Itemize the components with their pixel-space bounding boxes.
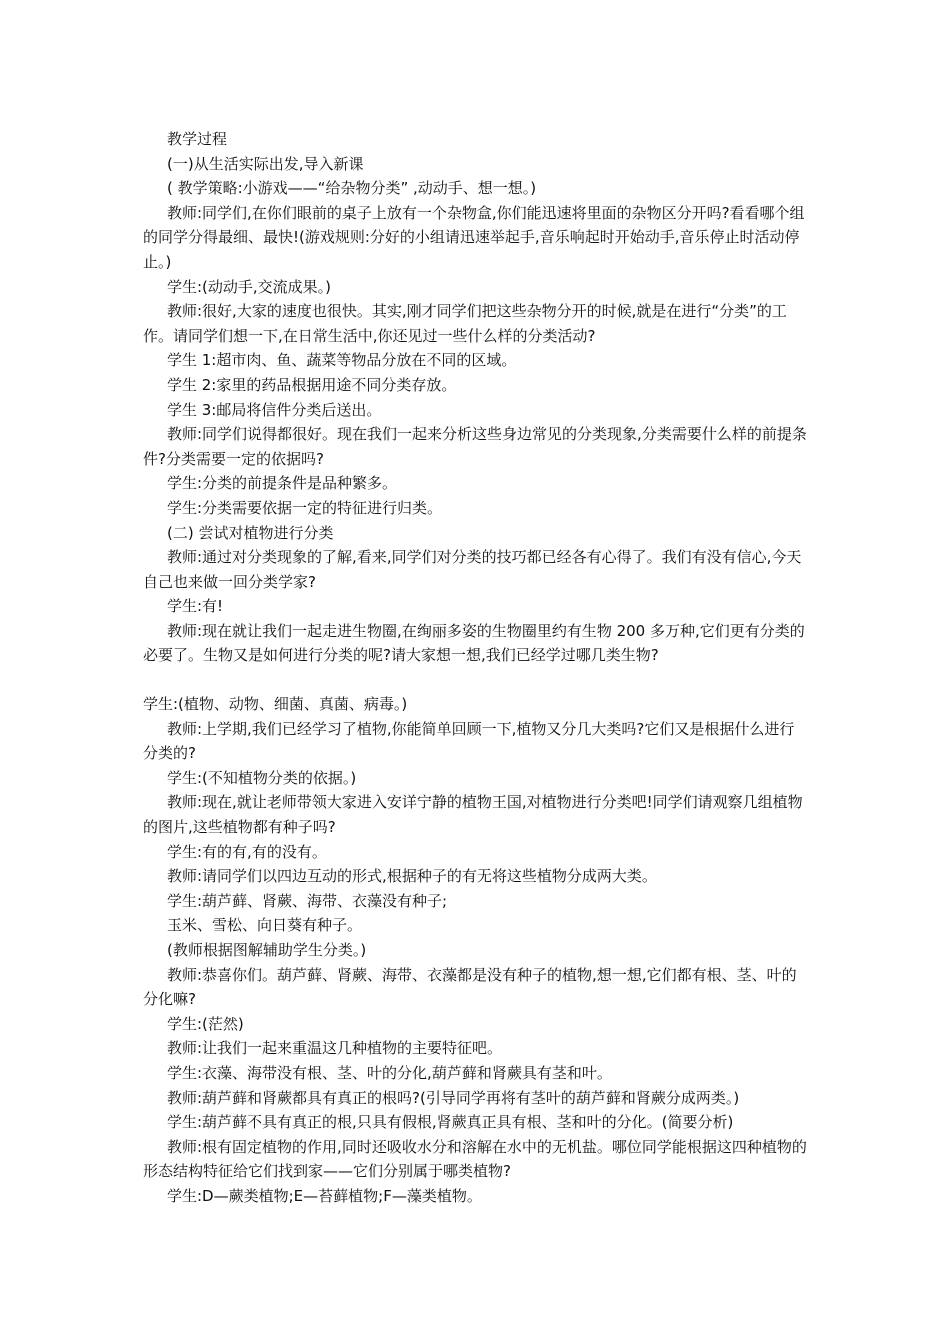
dialogue-student: 学生:(动动手,交流成果。) [167, 277, 332, 296]
dialogue-teacher: 教师:根有固定植物的作用,同时还吸收水分和溶解在水中的无机盐。哪位同学能根据这四种植物的形态结构特征给它们找到家——它们分别属于哪类植物? [143, 1137, 807, 1181]
dialogue-teacher: 教师:同学们,在你们眼前的桌子上放有一个杂物盒,你们能迅速将里面的杂物区分开吗?看看哪个组的同学分得最细、最快!(游戏规则:分好的小组请迅速举起手,音乐响起时开始动手,音乐停止时活动停止。) [143, 203, 805, 271]
dialogue-teacher: 教师:现在,就让老师带领大家进入安详宁静的植物王国,对植物进行分类吧!同学们请观察几组植物的图片,这些植物都有种子吗? [143, 793, 803, 837]
dialogue-student: 学生:葫芦藓不具有真正的根,只具有假根,肾蕨真正具有根、茎和叶的分化。(简要分析) [167, 1113, 734, 1132]
strategy-note: ( 教学策略:小游戏——“给杂物分类” ,动动手、想一想。) [167, 179, 537, 198]
dialogue-teacher: 教师:让我们一起来重温这几种植物的主要特征吧。 [167, 1039, 503, 1058]
section-heading-intro: (一)从生活实际出发,导入新课 [167, 154, 364, 173]
dialogue-teacher: 教师:同学们说得都很好。现在我们一起来分析这些身边常见的分类现象,分类需要什么样的前提条件?分类需要一定的依据吗? [143, 425, 807, 468]
dialogue-student: 学生 3:邮局将信件分类后送出。 [167, 400, 382, 419]
section-heading-classify: (二) 尝试对植物进行分类 [167, 523, 334, 542]
dialogue-student: 学生:分类需要依据一定的特征进行归类。 [167, 498, 443, 517]
dialogue-student: 学生:(植物、动物、细菌、真菌、病毒。) [143, 695, 408, 714]
dialogue-student: 学生 1:超市肉、鱼、蔬菜等物品分放在不同的区域。 [167, 351, 517, 370]
teacher-action-note: (教师根据图解辅助学生分类。) [167, 941, 367, 959]
dialogue-teacher: 教师:请同学们以四边互动的形式,根据种子的有无将这些植物分成两大类。 [167, 867, 657, 886]
dialogue-student: 学生:D—蕨类植物;E—苔藓植物;F—藻类植物。 [167, 1186, 482, 1205]
dialogue-student: 学生 2:家里的药品根据用途不同分类存放。 [167, 375, 457, 394]
dialogue-student: 学生:分类的前提条件是品种繁多。 [167, 474, 398, 493]
dialogue-student: 学生:(茫然) [167, 1014, 244, 1033]
document-body [143, 127, 808, 1209]
blank-line [143, 668, 808, 692]
dialogue-teacher: 教师:很好,大家的速度也很快。其实,刚才同学们把这些杂物分开的时候,就是在进行“分类”的工作。请同学们想一下,在日常生活中,你还见过一些什么样的分类活动? [143, 302, 787, 345]
dialogue-student: 学生:有的有,有的没有。 [167, 842, 327, 861]
section-heading-process: 教学过程 [167, 130, 228, 148]
dialogue-teacher: 教师:现在就让我们一起走进生物圈,在绚丽多姿的生物圈里约有生物 200 多万种,它们更有分类的必要了。生物又是如何进行分类的呢?请大家想一想,我们已经学过哪几类生物? [143, 621, 805, 665]
dialogue-teacher: 教师:恭喜你们。葫芦藓、肾蕨、海带、衣藻都是没有种子的植物,想一想,它们都有根、茎、叶的分化嘛? [143, 965, 797, 1009]
dialogue-student: 学生:葫芦藓、肾蕨、海带、衣藻没有种子; [167, 891, 448, 910]
dialogue-student: 学生:有! [167, 597, 224, 616]
dialogue-teacher: 教师:葫芦藓和肾蕨都具有真正的根吗?(引导同学再将有茎叶的葫芦藓和肾蕨分成两类。) [167, 1088, 740, 1107]
dialogue-student: 学生:(不知植物分类的依据。) [167, 768, 357, 787]
dialogue-continuation: 玉米、雪松、向日葵有种子。 [167, 916, 363, 935]
dialogue-teacher: 教师:通过对分类现象的了解,看来,同学们对分类的技巧都已经各有心得了。我们有没有信心,今天自己也来做一回分类学家? [143, 548, 802, 591]
dialogue-student: 学生:衣藻、海带没有根、茎、叶的分化,葫芦藓和肾蕨具有茎和叶。 [167, 1063, 612, 1082]
dialogue-teacher: 教师:上学期,我们已经学习了植物,你能简单回顾一下,植物又分几大类吗?它们又是根据什么进行分类的? [143, 719, 795, 763]
